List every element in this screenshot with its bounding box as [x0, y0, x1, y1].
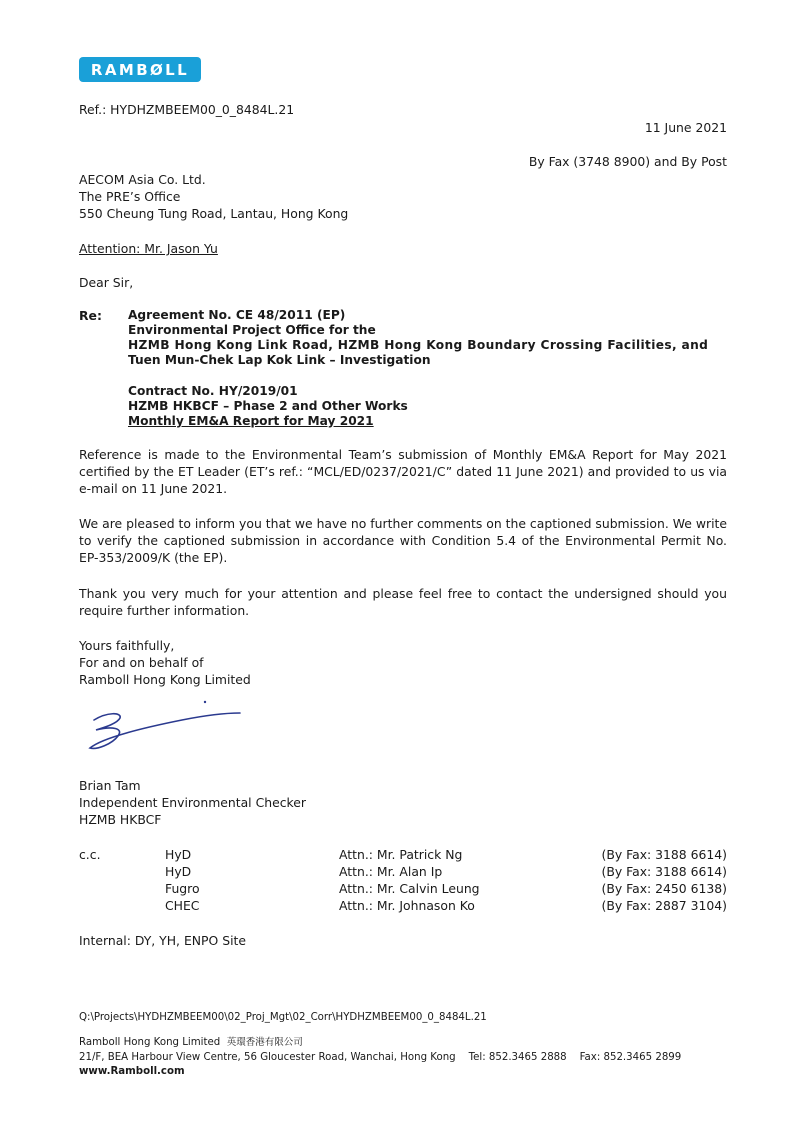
- footer-company-zh: 英環香港有限公司: [226, 1037, 303, 1048]
- footer-company: [79, 1036, 303, 1049]
- cc-org: HyD: [165, 847, 192, 862]
- attention-line: Attention: Mr. Jason Yu: [79, 241, 218, 256]
- contract-line: HZMB HKBCF – Phase 2 and Other Works: [128, 399, 408, 413]
- contract-line: Contract No. HY/2019/01: [128, 384, 298, 398]
- closing-line: For and on behalf of: [79, 655, 204, 670]
- signer-title: Independent Environmental Checker: [79, 795, 306, 810]
- cc-row: [79, 897, 727, 914]
- salutation: Dear Sir,: [79, 275, 134, 290]
- re-line: HZMB Hong Kong Link Road, HZMB Hong Kong Boundary Crossing Facilities, and: [128, 338, 709, 352]
- delivery-method: By Fax (3748 8900) and By Post: [528, 154, 727, 169]
- cc-org: HyD: [165, 864, 192, 879]
- ramboll-logo: RAMBØLL: [79, 57, 201, 82]
- footer-tel: Tel: 852.3465 2888: [468, 1052, 567, 1063]
- re-subject: [128, 308, 728, 368]
- cc-org: CHEC: [165, 898, 200, 913]
- body-paragraph-2: We are pleased to inform you that we have no further comments on the captioned submission. We write to verify the captioned submission in accordance with Condition 5.4 of the Environmental Permit No. EP-353/2009/K (the EP).: [79, 516, 727, 565]
- cc-row: [79, 863, 727, 880]
- signer-name: Brian Tam: [79, 778, 141, 793]
- cc-org: Fugro: [165, 881, 200, 896]
- footer-address-line: [79, 1051, 681, 1064]
- closing-line: Yours faithfully,: [79, 638, 175, 653]
- cc-attn: Attn.: Mr. Alan Ip: [339, 864, 443, 879]
- re-contract: [128, 384, 728, 429]
- re-line: Environmental Project Office for the: [128, 323, 376, 337]
- cc-fax: (By Fax: 3188 6614): [601, 847, 727, 862]
- cc-label: c.c.: [79, 847, 101, 862]
- internal-distribution: Internal: DY, YH, ENPO Site: [79, 933, 246, 948]
- re-line: Tuen Mun-Chek Lap Kok Link – Investigation: [128, 353, 431, 367]
- recipient-company: AECOM Asia Co. Ltd.: [79, 172, 206, 187]
- cc-fax: (By Fax: 2450 6138): [601, 881, 727, 896]
- letter-date: 11 June 2021: [644, 120, 727, 135]
- body-paragraph-3: Thank you very much for your attention and please feel free to contact the undersigned should you require further information.: [79, 586, 727, 618]
- recipient-office: The PRE’s Office: [79, 189, 181, 204]
- signer-project: HZMB HKBCF: [79, 812, 162, 827]
- body-paragraph-1: Reference is made to the Environmental Team’s submission of Monthly EM&A Report for May 2021 certified by the ET Leader (ET’s ref.: “MCL/ED/0237/2021/C” dated 11 June 2021) and provided to us via e-mail on 11 June 2021.: [79, 447, 727, 496]
- footer-fax: Fax: 852.3465 2899: [579, 1052, 682, 1063]
- cc-row: [79, 880, 727, 897]
- footer-company-name: Ramboll Hong Kong Limited: [79, 1037, 221, 1048]
- cc-fax: (By Fax: 3188 6614): [601, 864, 727, 879]
- footer-address: 21/F, BEA Harbour View Centre, 56 Gloucester Road, Wanchai, Hong Kong: [79, 1052, 456, 1063]
- reference-number: Ref.: HYDHZMBEEM00_0_8484L.21: [79, 102, 295, 117]
- signature: [82, 698, 247, 760]
- footer-website[interactable]: www.Ramboll.com: [79, 1066, 185, 1077]
- re-label: Re:: [79, 308, 102, 323]
- file-path: Q:\Projects\HYDHZMBEEM00\02_Proj_Mgt\02_Corr\HYDHZMBEEM00_0_8484L.21: [79, 1012, 487, 1023]
- cc-row: [79, 846, 727, 863]
- re-line: Agreement No. CE 48/2011 (EP): [128, 308, 346, 322]
- closing-company: Ramboll Hong Kong Limited: [79, 672, 251, 687]
- cc-fax: (By Fax: 2887 3104): [601, 898, 727, 913]
- cc-attn: Attn.: Mr. Calvin Leung: [339, 881, 480, 896]
- cc-attn: Attn.: Mr. Johnason Ko: [339, 898, 475, 913]
- cc-attn: Attn.: Mr. Patrick Ng: [339, 847, 463, 862]
- recipient-address: 550 Cheung Tung Road, Lantau, Hong Kong: [79, 206, 349, 221]
- contract-line: Monthly EM&A Report for May 2021: [128, 414, 374, 428]
